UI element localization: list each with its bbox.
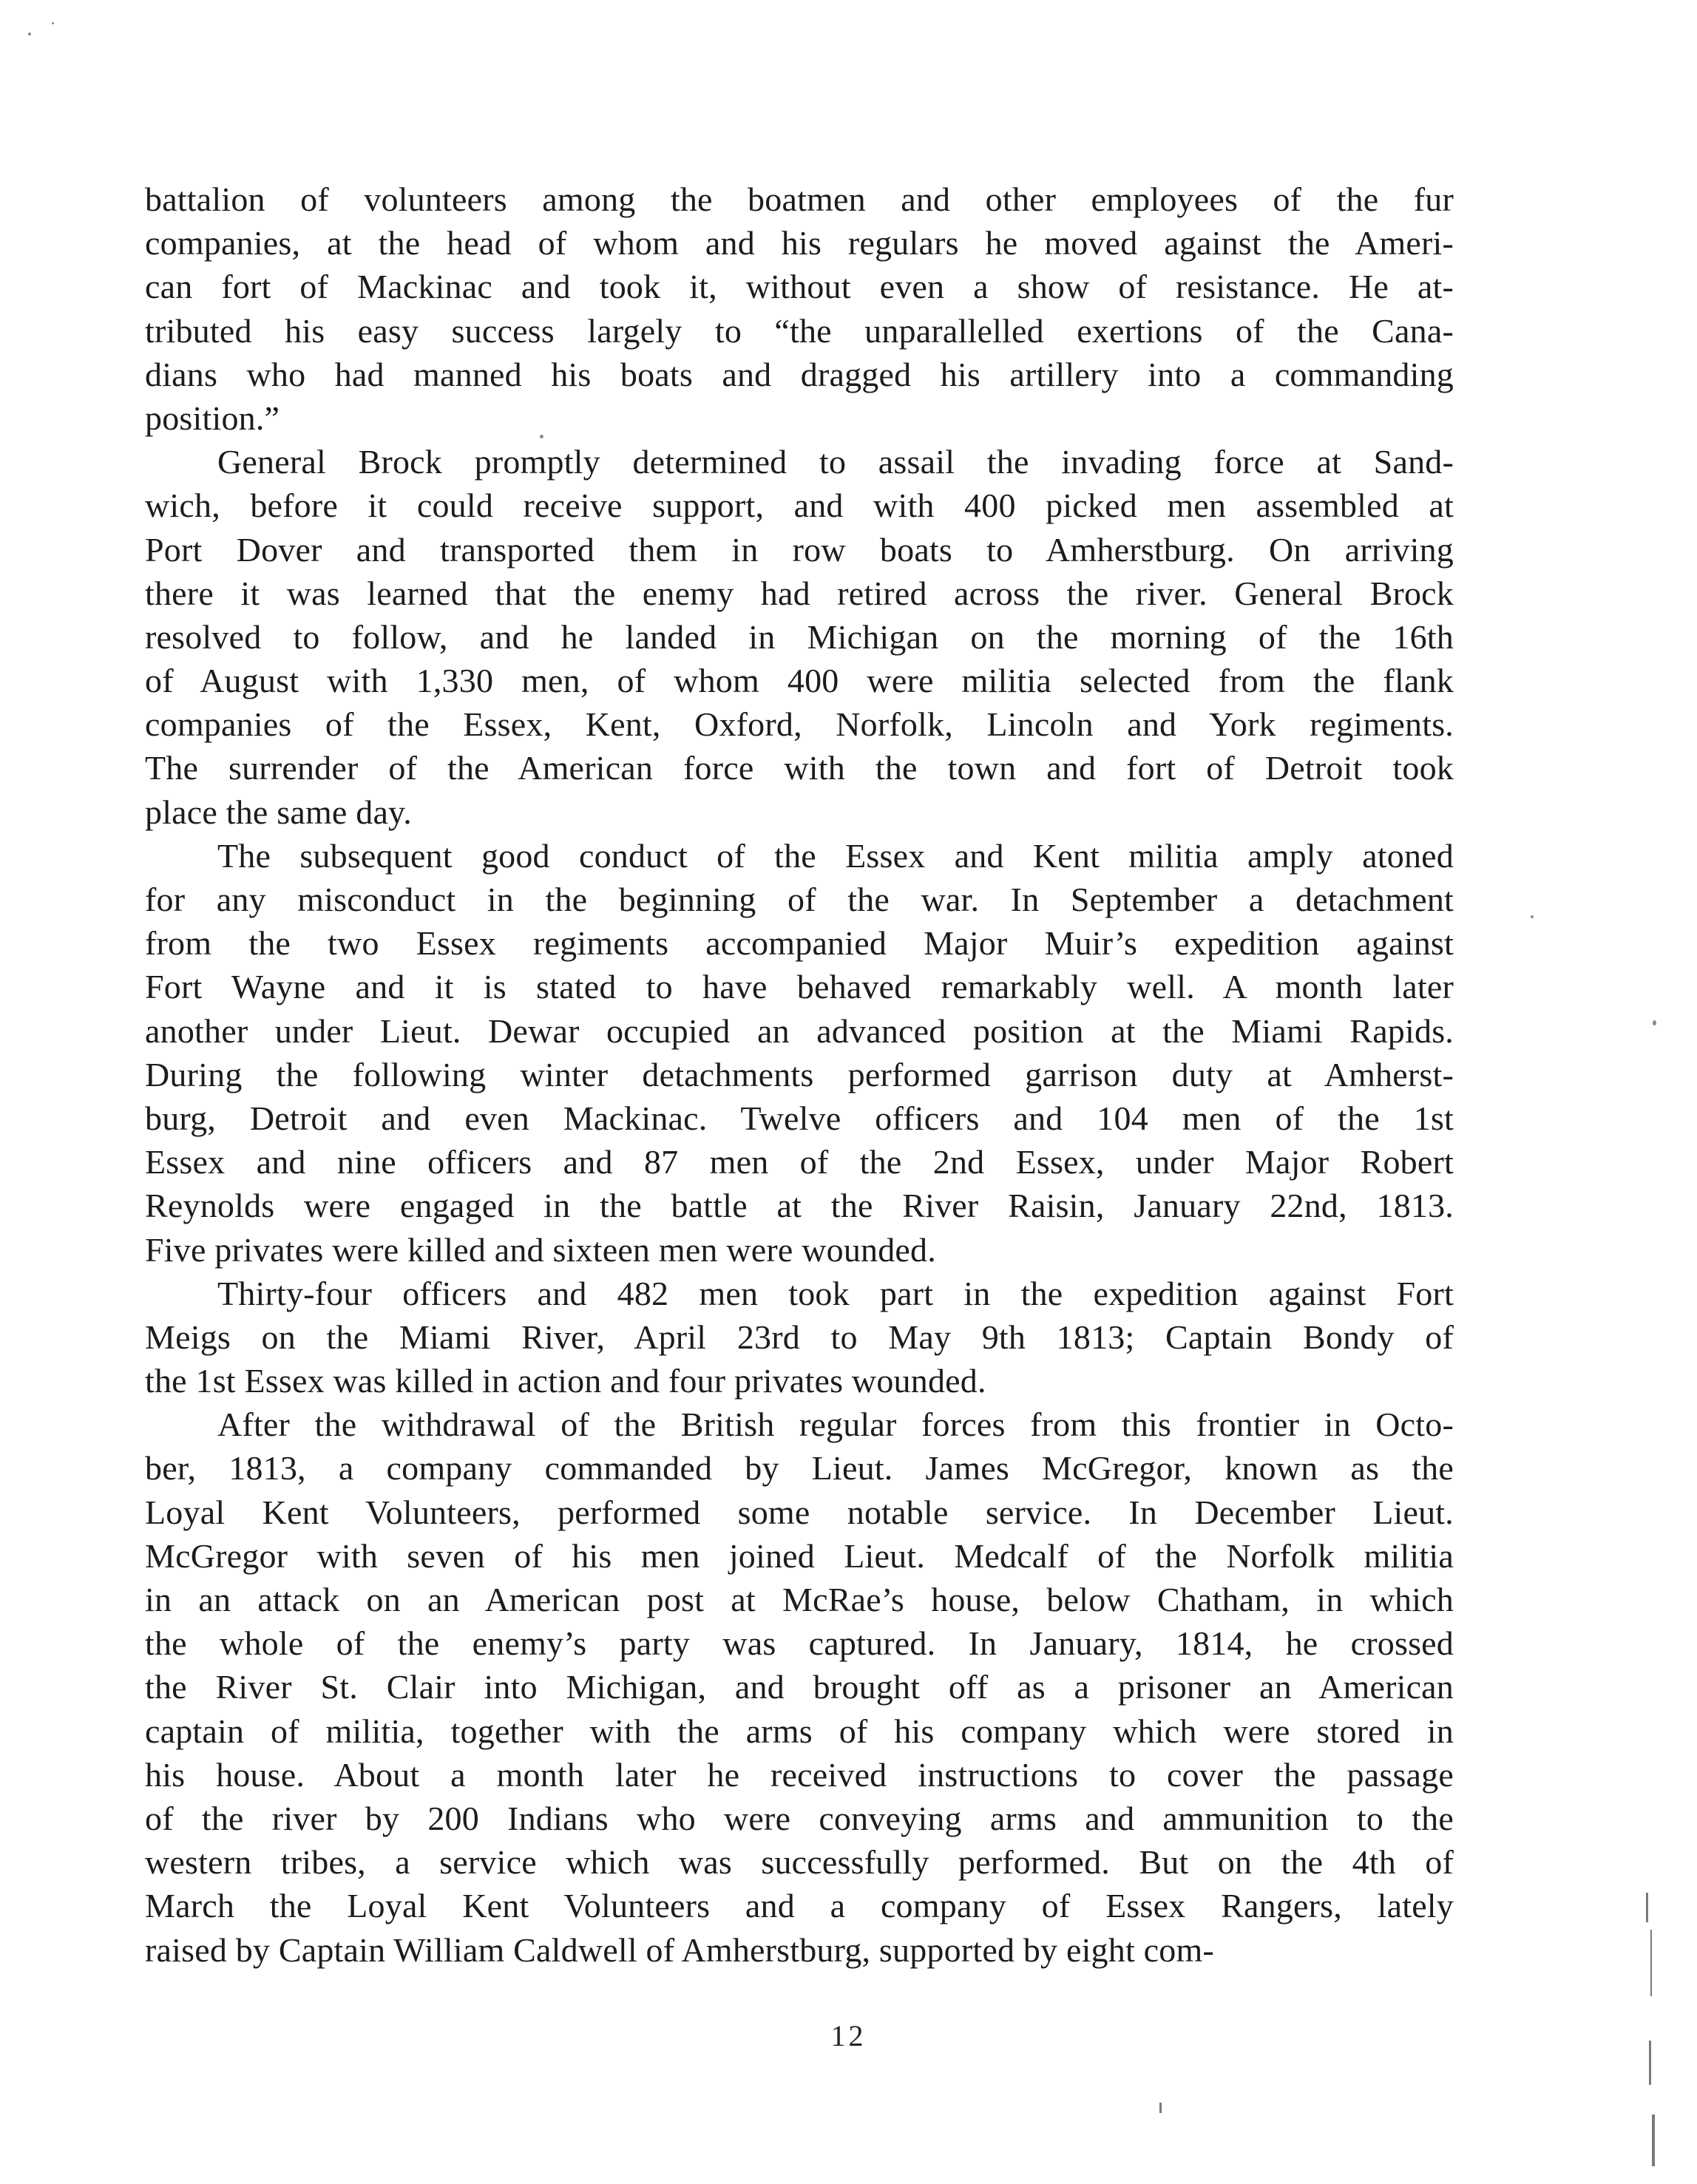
- text-line: Reynolds were engaged in the battle at the River Raisin, January 22nd, 1813.: [145, 1187, 1454, 1225]
- text-line: companies, at the head of whom and his regulars he moved against the Ameri-: [145, 224, 1454, 262]
- page-number: 12: [830, 2019, 867, 2052]
- text-line: The subsequent good conduct of the Essex and Kent militia amply atoned: [217, 836, 1454, 875]
- text-line: Loyal Kent Volunteers, performed some notable service. In December Lieut.: [145, 1493, 1454, 1531]
- text-line: battalion of volunteers among the boatmen and other employees of the fur: [145, 180, 1454, 218]
- text-line: the 1st Essex was killed in action and four privates wounded.: [145, 1362, 986, 1400]
- text-line: the River St. Clair into Michigan, and brought off as a prisoner an American: [145, 1668, 1454, 1706]
- text-line: companies of the Essex, Kent, Oxford, Norfolk, Lincoln and York regiments.: [145, 705, 1454, 744]
- text-line: During the following winter detachments performed garrison duty at Amherst-: [145, 1055, 1454, 1093]
- scan-edge-mark: [1649, 2041, 1651, 2085]
- text-line: of the river by 200 Indians who were conveying arms and ammunition to the: [145, 1799, 1454, 1837]
- text-line: for any misconduct in the beginning of the war. In September a detachment: [145, 881, 1454, 918]
- text-line: Meigs on the Miami River, April 23rd to May 9th 1813; Captain Bondy of: [145, 1317, 1454, 1356]
- text-line: General Brock promptly determined to assail the invading force at Sand-: [217, 443, 1454, 481]
- scan-speck: [1531, 915, 1534, 918]
- text-line: Five privates were killed and sixteen men were wounded.: [145, 1230, 936, 1269]
- text-line: The surrender of the American force with the town and fort of Detroit took: [145, 749, 1454, 787]
- scan-edge-mark: [1650, 1930, 1652, 1996]
- text-line: After the withdrawal of the British regular forces from this frontier in Octo-: [217, 1405, 1454, 1444]
- scan-edge-mark: [1646, 1893, 1648, 1922]
- scan-speck: [52, 22, 54, 24]
- scan-speck: [1653, 1020, 1656, 1025]
- text-line: from the two Essex regiments accompanied Major Muir’s expedition against: [145, 924, 1454, 963]
- text-line: tributed his easy success largely to “the unparallelled exertions of the Cana-: [145, 311, 1454, 350]
- text-line: raised by Captain William Caldwell of Amherstburg, supported by eight com-: [145, 1930, 1214, 1969]
- scan-edge-mark: [1652, 2115, 1655, 2166]
- body-text: [145, 177, 1454, 1972]
- text-line: captain of militia, together with the arms of his company which were stored in: [145, 1712, 1454, 1750]
- scan-speck: [540, 435, 543, 438]
- text-line: another under Lieut. Dewar occupied an advanced position at the Miami Rapids.: [145, 1011, 1454, 1050]
- text-line: there it was learned that the enemy had retired across the river. General Brock: [145, 574, 1454, 612]
- text-line: Essex and nine officers and 87 men of the 2nd Essex, under Major Robert: [145, 1143, 1454, 1181]
- text-line: in an attack on an American post at McRae’s house, below Chatham, in which: [145, 1581, 1454, 1618]
- text-line: western tribes, a service which was successfully performed. But on the 4th of: [145, 1843, 1454, 1882]
- text-line: position.”: [145, 399, 280, 437]
- text-line: burg, Detroit and even Mackinac. Twelve officers and 104 men of the 1st: [145, 1099, 1454, 1137]
- text-line: March the Loyal Kent Volunteers and a company of Essex Rangers, lately: [145, 1887, 1454, 1925]
- text-line: Thirty-four officers and 482 men took part in the expedition against Fort: [217, 1274, 1454, 1312]
- text-line: his house. About a month later he received instructions to cover the passage: [145, 1755, 1454, 1794]
- text-line: Fort Wayne and it is stated to have behaved remarkably well. A month later: [145, 968, 1454, 1006]
- scan-speck: [28, 33, 31, 35]
- text-line: ber, 1813, a company commanded by Lieut. James McGregor, known as the: [145, 1449, 1454, 1488]
- text-line: wich, before it could receive support, and with 400 picked men assembled at: [145, 486, 1454, 525]
- text-line: can fort of Mackinac and took it, without even a show of resistance. He at-: [145, 268, 1454, 306]
- text-line: dians who had manned his boats and dragged his artillery into a commanding: [145, 355, 1454, 393]
- scan-edge-mark: [1159, 2103, 1162, 2113]
- text-line: resolved to follow, and he landed in Michigan on the morning of the 16th: [145, 617, 1454, 656]
- text-line: place the same day.: [145, 793, 412, 831]
- text-line: the whole of the enemy’s party was captured. In January, 1814, he crossed: [145, 1624, 1454, 1663]
- text-line: McGregor with seven of his men joined Lieut. Medcalf of the Norfolk militia: [145, 1536, 1454, 1575]
- text-line: of August with 1,330 men, of whom 400 were militia selected from the flank: [145, 662, 1454, 700]
- text-line: Port Dover and transported them in row boats to Amherstburg. On arriving: [145, 530, 1454, 569]
